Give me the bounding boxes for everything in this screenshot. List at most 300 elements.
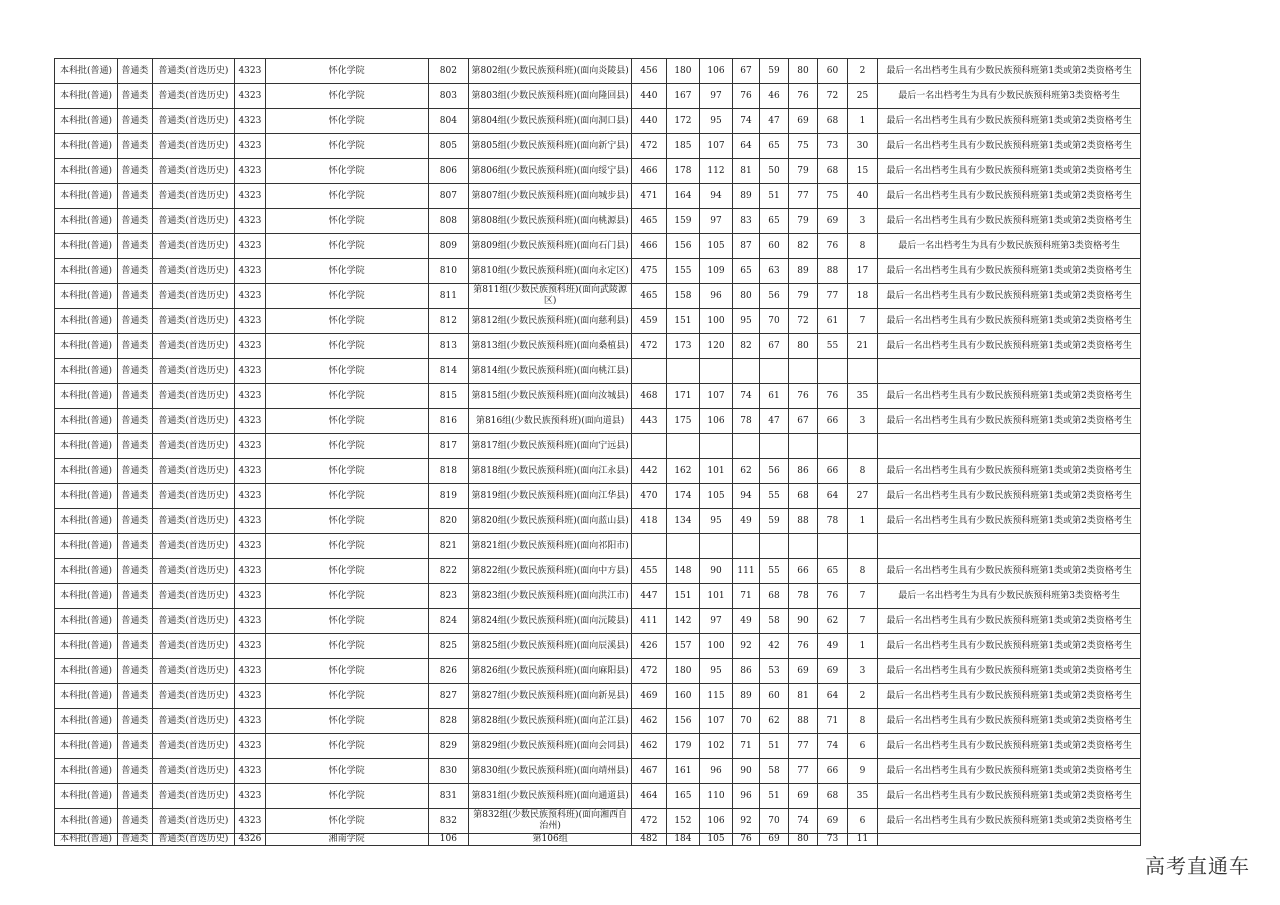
subject-cell: 普通类(首选历史) [152, 784, 234, 809]
table-row [55, 59, 1141, 84]
batch-cell: 本科批(普通) [55, 409, 118, 434]
type-cell: 普通类 [118, 134, 153, 159]
type-cell: 普通类 [118, 484, 153, 509]
group-code-cell: 808 [428, 209, 469, 234]
group-name-cell: 第806组(少数民族预科班)(面向绥宁县) [469, 159, 632, 184]
type-cell: 普通类 [118, 59, 153, 84]
batch-cell: 本科批(普通) [55, 259, 118, 284]
batch-cell: 本科批(普通) [55, 459, 118, 484]
rank-cell: 35 [847, 784, 878, 809]
note-cell [878, 434, 1141, 459]
table-row [55, 309, 1141, 334]
batch-cell: 本科批(普通) [55, 134, 118, 159]
table-row [55, 659, 1141, 684]
group-name-cell: 第824组(少数民族预科班)(面向沅陵县) [469, 609, 632, 634]
school-code-cell: 4323 [235, 184, 266, 209]
subject-cell: 普通类(首选历史) [152, 159, 234, 184]
subject-score-6-cell: 66 [818, 409, 848, 434]
group-code-cell: 802 [428, 59, 469, 84]
subject-score-6-cell: 71 [818, 709, 848, 734]
group-name-cell: 第815组(少数民族预科班)(面向汝城县) [469, 384, 632, 409]
min-score-cell: 418 [632, 509, 667, 534]
subject-score-6-cell: 69 [818, 209, 848, 234]
subject-score-5-cell: 77 [788, 734, 818, 759]
min-score-cell: 426 [632, 634, 667, 659]
school-code-cell: 4323 [235, 284, 266, 309]
batch-cell: 本科批(普通) [55, 359, 118, 384]
school-code-cell: 4323 [235, 159, 266, 184]
subject-score-5-cell: 77 [788, 759, 818, 784]
rank-cell: 21 [847, 334, 878, 359]
subject-score-3-cell: 80 [732, 284, 759, 309]
table-row [55, 609, 1141, 634]
group-name-cell: 第825组(少数民族预科班)(面向辰溪县) [469, 634, 632, 659]
rank-cell: 40 [847, 184, 878, 209]
rank-cell: 8 [847, 234, 878, 259]
subject-score-5-cell: 88 [788, 509, 818, 534]
table-row [55, 84, 1141, 109]
group-name-cell: 第823组(少数民族预科班)(面向洪江市) [469, 584, 632, 609]
table-row [55, 734, 1141, 759]
school-code-cell: 4323 [235, 59, 266, 84]
group-name-cell: 第813组(少数民族预科班)(面向桑植县) [469, 334, 632, 359]
subject-score-4-cell: 56 [760, 459, 788, 484]
subject-score-2-cell: 90 [700, 559, 733, 584]
school-name-cell: 怀化学院 [265, 609, 428, 634]
subject-score-5-cell [788, 534, 818, 559]
subject-score-1-cell: 156 [666, 709, 700, 734]
subject-score-6-cell: 77 [818, 284, 848, 309]
subject-score-2-cell: 107 [700, 134, 733, 159]
rank-cell: 1 [847, 109, 878, 134]
group-name-cell: 第804组(少数民族预科班)(面向洞口县) [469, 109, 632, 134]
subject-cell: 普通类(首选历史) [152, 709, 234, 734]
subject-score-5-cell: 88 [788, 709, 818, 734]
table-row [55, 359, 1141, 384]
subject-score-3-cell: 92 [732, 809, 759, 834]
subject-score-3-cell [732, 359, 759, 384]
subject-score-3-cell: 67 [732, 59, 759, 84]
group-name-cell: 第805组(少数民族预科班)(面向新宁县) [469, 134, 632, 159]
min-score-cell: 456 [632, 59, 667, 84]
group-code-cell: 810 [428, 259, 469, 284]
subject-score-1-cell: 165 [666, 784, 700, 809]
subject-score-3-cell: 86 [732, 659, 759, 684]
min-score-cell: 467 [632, 759, 667, 784]
rank-cell: 25 [847, 84, 878, 109]
subject-score-5-cell: 76 [788, 384, 818, 409]
type-cell: 普通类 [118, 259, 153, 284]
subject-score-4-cell: 47 [760, 109, 788, 134]
group-code-cell: 826 [428, 659, 469, 684]
note-cell: 最后一名出档考生具有少数民族预科班第1类或第2类资格考生 [878, 209, 1141, 234]
type-cell: 普通类 [118, 209, 153, 234]
group-name-cell: 第811组(少数民族预科班)(面向武陵源区) [469, 284, 632, 309]
subject-score-1-cell: 155 [666, 259, 700, 284]
subject-score-2-cell: 105 [700, 834, 733, 846]
subject-score-2-cell: 94 [700, 184, 733, 209]
group-name-cell: 第822组(少数民族预科班)(面向中方县) [469, 559, 632, 584]
table-row [55, 784, 1141, 809]
subject-score-6-cell: 78 [818, 509, 848, 534]
type-cell: 普通类 [118, 534, 153, 559]
subject-score-4-cell: 59 [760, 59, 788, 84]
rank-cell: 6 [847, 809, 878, 834]
group-code-cell: 832 [428, 809, 469, 834]
note-cell: 最后一名出档考生具有少数民族预科班第1类或第2类资格考生 [878, 559, 1141, 584]
subject-score-1-cell: 173 [666, 334, 700, 359]
subject-score-2-cell: 107 [700, 384, 733, 409]
subject-score-2-cell: 97 [700, 209, 733, 234]
type-cell: 普通类 [118, 384, 153, 409]
type-cell: 普通类 [118, 559, 153, 584]
school-name-cell: 怀化学院 [265, 184, 428, 209]
subject-score-1-cell: 172 [666, 109, 700, 134]
type-cell: 普通类 [118, 309, 153, 334]
type-cell: 普通类 [118, 234, 153, 259]
group-code-cell: 812 [428, 309, 469, 334]
note-cell: 最后一名出档考生具有少数民族预科班第1类或第2类资格考生 [878, 659, 1141, 684]
school-name-cell: 怀化学院 [265, 159, 428, 184]
subject-score-4-cell: 65 [760, 134, 788, 159]
subject-score-5-cell: 77 [788, 184, 818, 209]
group-code-cell: 824 [428, 609, 469, 634]
subject-score-3-cell: 83 [732, 209, 759, 234]
batch-cell: 本科批(普通) [55, 434, 118, 459]
rank-cell: 8 [847, 709, 878, 734]
school-code-cell: 4323 [235, 109, 266, 134]
subject-score-5-cell: 86 [788, 459, 818, 484]
note-cell: 最后一名出档考生具有少数民族预科班第1类或第2类资格考生 [878, 409, 1141, 434]
rank-cell: 1 [847, 634, 878, 659]
rank-cell [847, 359, 878, 384]
subject-score-4-cell [760, 534, 788, 559]
subject-score-1-cell: 162 [666, 459, 700, 484]
note-cell: 最后一名出档考生具有少数民族预科班第1类或第2类资格考生 [878, 484, 1141, 509]
school-code-cell: 4323 [235, 784, 266, 809]
subject-score-6-cell [818, 434, 848, 459]
subject-cell: 普通类(首选历史) [152, 59, 234, 84]
batch-cell: 本科批(普通) [55, 559, 118, 584]
subject-score-4-cell [760, 359, 788, 384]
subject-cell: 普通类(首选历史) [152, 634, 234, 659]
note-cell: 最后一名出档考生具有少数民族预科班第1类或第2类资格考生 [878, 509, 1141, 534]
subject-score-5-cell: 68 [788, 484, 818, 509]
note-cell: 最后一名出档考生具有少数民族预科班第1类或第2类资格考生 [878, 384, 1141, 409]
subject-score-2-cell: 96 [700, 284, 733, 309]
school-name-cell: 怀化学院 [265, 209, 428, 234]
subject-score-6-cell: 66 [818, 759, 848, 784]
table-row [55, 184, 1141, 209]
note-cell: 最后一名出档考生具有少数民族预科班第1类或第2类资格考生 [878, 809, 1141, 834]
group-name-cell: 第829组(少数民族预科班)(面向会同县) [469, 734, 632, 759]
subject-cell: 普通类(首选历史) [152, 534, 234, 559]
note-cell [878, 359, 1141, 384]
group-name-cell: 第808组(少数民族预科班)(面向桃源县) [469, 209, 632, 234]
subject-score-3-cell [732, 534, 759, 559]
rank-cell: 7 [847, 309, 878, 334]
subject-score-3-cell: 65 [732, 259, 759, 284]
rank-cell: 35 [847, 384, 878, 409]
subject-score-3-cell: 64 [732, 134, 759, 159]
group-code-cell: 820 [428, 509, 469, 534]
min-score-cell: 455 [632, 559, 667, 584]
batch-cell: 本科批(普通) [55, 734, 118, 759]
subject-score-5-cell [788, 434, 818, 459]
note-cell: 最后一名出档考生具有少数民族预科班第1类或第2类资格考生 [878, 109, 1141, 134]
subject-score-4-cell: 55 [760, 484, 788, 509]
group-code-cell: 821 [428, 534, 469, 559]
type-cell: 普通类 [118, 334, 153, 359]
subject-score-6-cell: 49 [818, 634, 848, 659]
subject-score-1-cell: 134 [666, 509, 700, 534]
school-name-cell: 怀化学院 [265, 334, 428, 359]
subject-cell: 普通类(首选历史) [152, 584, 234, 609]
subject-score-4-cell [760, 434, 788, 459]
batch-cell: 本科批(普通) [55, 284, 118, 309]
table-row [55, 559, 1141, 584]
subject-score-5-cell: 76 [788, 84, 818, 109]
school-code-cell: 4323 [235, 259, 266, 284]
batch-cell: 本科批(普通) [55, 509, 118, 534]
subject-score-5-cell: 69 [788, 784, 818, 809]
note-cell: 最后一名出档考生具有少数民族预科班第1类或第2类资格考生 [878, 309, 1141, 334]
type-cell: 普通类 [118, 359, 153, 384]
subject-cell: 普通类(首选历史) [152, 484, 234, 509]
group-code-cell: 828 [428, 709, 469, 734]
table-row [55, 534, 1141, 559]
group-name-cell: 第830组(少数民族预科班)(面向靖州县) [469, 759, 632, 784]
rank-cell: 8 [847, 559, 878, 584]
school-name-cell: 怀化学院 [265, 509, 428, 534]
note-cell: 最后一名出档考生为具有少数民族预科班第3类资格考生 [878, 84, 1141, 109]
min-score-cell: 466 [632, 234, 667, 259]
batch-cell: 本科批(普通) [55, 209, 118, 234]
subject-score-5-cell: 81 [788, 684, 818, 709]
group-code-cell: 807 [428, 184, 469, 209]
subject-score-5-cell: 67 [788, 409, 818, 434]
school-code-cell: 4323 [235, 434, 266, 459]
min-score-cell: 470 [632, 484, 667, 509]
subject-score-5-cell: 69 [788, 659, 818, 684]
min-score-cell: 472 [632, 334, 667, 359]
rank-cell: 18 [847, 284, 878, 309]
subject-score-5-cell: 78 [788, 584, 818, 609]
subject-score-1-cell: 180 [666, 59, 700, 84]
subject-score-2-cell: 120 [700, 334, 733, 359]
subject-cell: 普通类(首选历史) [152, 434, 234, 459]
school-code-cell: 4323 [235, 609, 266, 634]
school-name-cell: 怀化学院 [265, 809, 428, 834]
batch-cell: 本科批(普通) [55, 184, 118, 209]
school-name-cell: 怀化学院 [265, 759, 428, 784]
rank-cell: 27 [847, 484, 878, 509]
subject-score-3-cell: 62 [732, 459, 759, 484]
subject-score-1-cell: 148 [666, 559, 700, 584]
subject-score-6-cell: 68 [818, 159, 848, 184]
subject-score-6-cell [818, 534, 848, 559]
admission-table [54, 58, 1141, 846]
school-name-cell: 怀化学院 [265, 659, 428, 684]
note-cell: 最后一名出档考生具有少数民族预科班第1类或第2类资格考生 [878, 334, 1141, 359]
rank-cell: 2 [847, 684, 878, 709]
subject-score-1-cell: 164 [666, 184, 700, 209]
subject-score-4-cell: 69 [760, 834, 788, 846]
type-cell: 普通类 [118, 734, 153, 759]
subject-score-2-cell: 115 [700, 684, 733, 709]
subject-score-6-cell: 69 [818, 659, 848, 684]
subject-score-3-cell: 89 [732, 184, 759, 209]
batch-cell: 本科批(普通) [55, 834, 118, 846]
group-code-cell: 818 [428, 459, 469, 484]
subject-score-3-cell: 70 [732, 709, 759, 734]
subject-score-6-cell: 76 [818, 584, 848, 609]
min-score-cell: 411 [632, 609, 667, 634]
batch-cell: 本科批(普通) [55, 234, 118, 259]
group-code-cell: 816 [428, 409, 469, 434]
subject-score-5-cell: 79 [788, 159, 818, 184]
table-body [55, 59, 1141, 846]
subject-score-1-cell: 180 [666, 659, 700, 684]
school-code-cell: 4326 [235, 834, 266, 846]
table-row [55, 634, 1141, 659]
subject-score-4-cell: 53 [760, 659, 788, 684]
school-name-cell: 怀化学院 [265, 134, 428, 159]
school-code-cell: 4323 [235, 684, 266, 709]
group-code-cell: 806 [428, 159, 469, 184]
group-name-cell: 第812组(少数民族预科班)(面向慈利县) [469, 309, 632, 334]
group-name-cell: 第106组 [469, 834, 632, 846]
subject-score-2-cell: 101 [700, 459, 733, 484]
school-name-cell: 怀化学院 [265, 84, 428, 109]
group-name-cell: 第803组(少数民族预科班)(面向隆回县) [469, 84, 632, 109]
rank-cell: 6 [847, 734, 878, 759]
school-code-cell: 4323 [235, 634, 266, 659]
subject-score-1-cell: 160 [666, 684, 700, 709]
batch-cell: 本科批(普通) [55, 159, 118, 184]
min-score-cell: 464 [632, 784, 667, 809]
rank-cell: 3 [847, 659, 878, 684]
subject-score-4-cell: 42 [760, 634, 788, 659]
type-cell: 普通类 [118, 709, 153, 734]
min-score-cell: 472 [632, 659, 667, 684]
group-code-cell: 823 [428, 584, 469, 609]
subject-cell: 普通类(首选历史) [152, 134, 234, 159]
subject-score-5-cell: 80 [788, 834, 818, 846]
group-code-cell: 813 [428, 334, 469, 359]
subject-score-5-cell: 76 [788, 634, 818, 659]
min-score-cell: 465 [632, 284, 667, 309]
type-cell: 普通类 [118, 809, 153, 834]
group-code-cell: 825 [428, 634, 469, 659]
school-code-cell: 4323 [235, 509, 266, 534]
subject-cell: 普通类(首选历史) [152, 309, 234, 334]
subject-score-2-cell: 97 [700, 84, 733, 109]
table-row [55, 134, 1141, 159]
school-name-cell: 怀化学院 [265, 709, 428, 734]
note-cell [878, 834, 1141, 846]
school-name-cell: 怀化学院 [265, 784, 428, 809]
subject-score-4-cell: 51 [760, 734, 788, 759]
school-name-cell: 怀化学院 [265, 359, 428, 384]
group-code-cell: 815 [428, 384, 469, 409]
subject-score-4-cell: 60 [760, 234, 788, 259]
rank-cell [847, 434, 878, 459]
subject-cell: 普通类(首选历史) [152, 809, 234, 834]
type-cell: 普通类 [118, 834, 153, 846]
group-name-cell: 第802组(少数民族预科班)(面向炎陵县) [469, 59, 632, 84]
subject-score-2-cell: 95 [700, 659, 733, 684]
group-name-cell: 第817组(少数民族预科班)(面向宁远县) [469, 434, 632, 459]
table-row [55, 459, 1141, 484]
note-cell: 最后一名出档考生具有少数民族预科班第1类或第2类资格考生 [878, 284, 1141, 309]
min-score-cell: 443 [632, 409, 667, 434]
rank-cell: 1 [847, 509, 878, 534]
note-cell: 最后一名出档考生具有少数民族预科班第1类或第2类资格考生 [878, 459, 1141, 484]
school-code-cell: 4323 [235, 84, 266, 109]
group-code-cell: 811 [428, 284, 469, 309]
group-name-cell: 第826组(少数民族预科班)(面向麻阳县) [469, 659, 632, 684]
subject-score-5-cell: 90 [788, 609, 818, 634]
group-name-cell: 第810组(少数民族预科班)(面向永定区) [469, 259, 632, 284]
school-name-cell: 怀化学院 [265, 484, 428, 509]
subject-cell: 普通类(首选历史) [152, 209, 234, 234]
school-name-cell: 怀化学院 [265, 434, 428, 459]
school-name-cell: 怀化学院 [265, 409, 428, 434]
subject-score-1-cell: 185 [666, 134, 700, 159]
school-code-cell: 4323 [235, 534, 266, 559]
school-name-cell: 怀化学院 [265, 534, 428, 559]
group-code-cell: 827 [428, 684, 469, 709]
subject-score-6-cell: 66 [818, 459, 848, 484]
subject-score-5-cell: 75 [788, 134, 818, 159]
subject-score-5-cell: 80 [788, 334, 818, 359]
subject-score-3-cell: 90 [732, 759, 759, 784]
subject-score-5-cell: 80 [788, 59, 818, 84]
subject-score-1-cell: 157 [666, 634, 700, 659]
group-name-cell: 第818组(少数民族预科班)(面向江永县) [469, 459, 632, 484]
subject-score-3-cell: 78 [732, 409, 759, 434]
type-cell: 普通类 [118, 84, 153, 109]
subject-score-3-cell: 74 [732, 109, 759, 134]
subject-score-1-cell: 152 [666, 809, 700, 834]
subject-cell: 普通类(首选历史) [152, 84, 234, 109]
subject-cell: 普通类(首选历史) [152, 759, 234, 784]
school-name-cell: 怀化学院 [265, 459, 428, 484]
group-code-cell: 822 [428, 559, 469, 584]
subject-score-1-cell: 184 [666, 834, 700, 846]
type-cell: 普通类 [118, 609, 153, 634]
subject-score-2-cell: 95 [700, 109, 733, 134]
min-score-cell [632, 534, 667, 559]
batch-cell: 本科批(普通) [55, 59, 118, 84]
subject-score-1-cell: 171 [666, 384, 700, 409]
subject-cell: 普通类(首选历史) [152, 734, 234, 759]
note-cell: 最后一名出档考生具有少数民族预科班第1类或第2类资格考生 [878, 634, 1141, 659]
subject-score-1-cell [666, 534, 700, 559]
group-name-cell: 第814组(少数民族预科班)(面向桃江县) [469, 359, 632, 384]
table-row [55, 284, 1141, 309]
table-row [55, 434, 1141, 459]
note-cell: 最后一名出档考生具有少数民族预科班第1类或第2类资格考生 [878, 759, 1141, 784]
table-row [55, 159, 1141, 184]
min-score-cell: 482 [632, 834, 667, 846]
type-cell: 普通类 [118, 634, 153, 659]
subject-score-4-cell: 70 [760, 309, 788, 334]
subject-score-4-cell: 55 [760, 559, 788, 584]
school-code-cell: 4323 [235, 409, 266, 434]
subject-cell: 普通类(首选历史) [152, 259, 234, 284]
